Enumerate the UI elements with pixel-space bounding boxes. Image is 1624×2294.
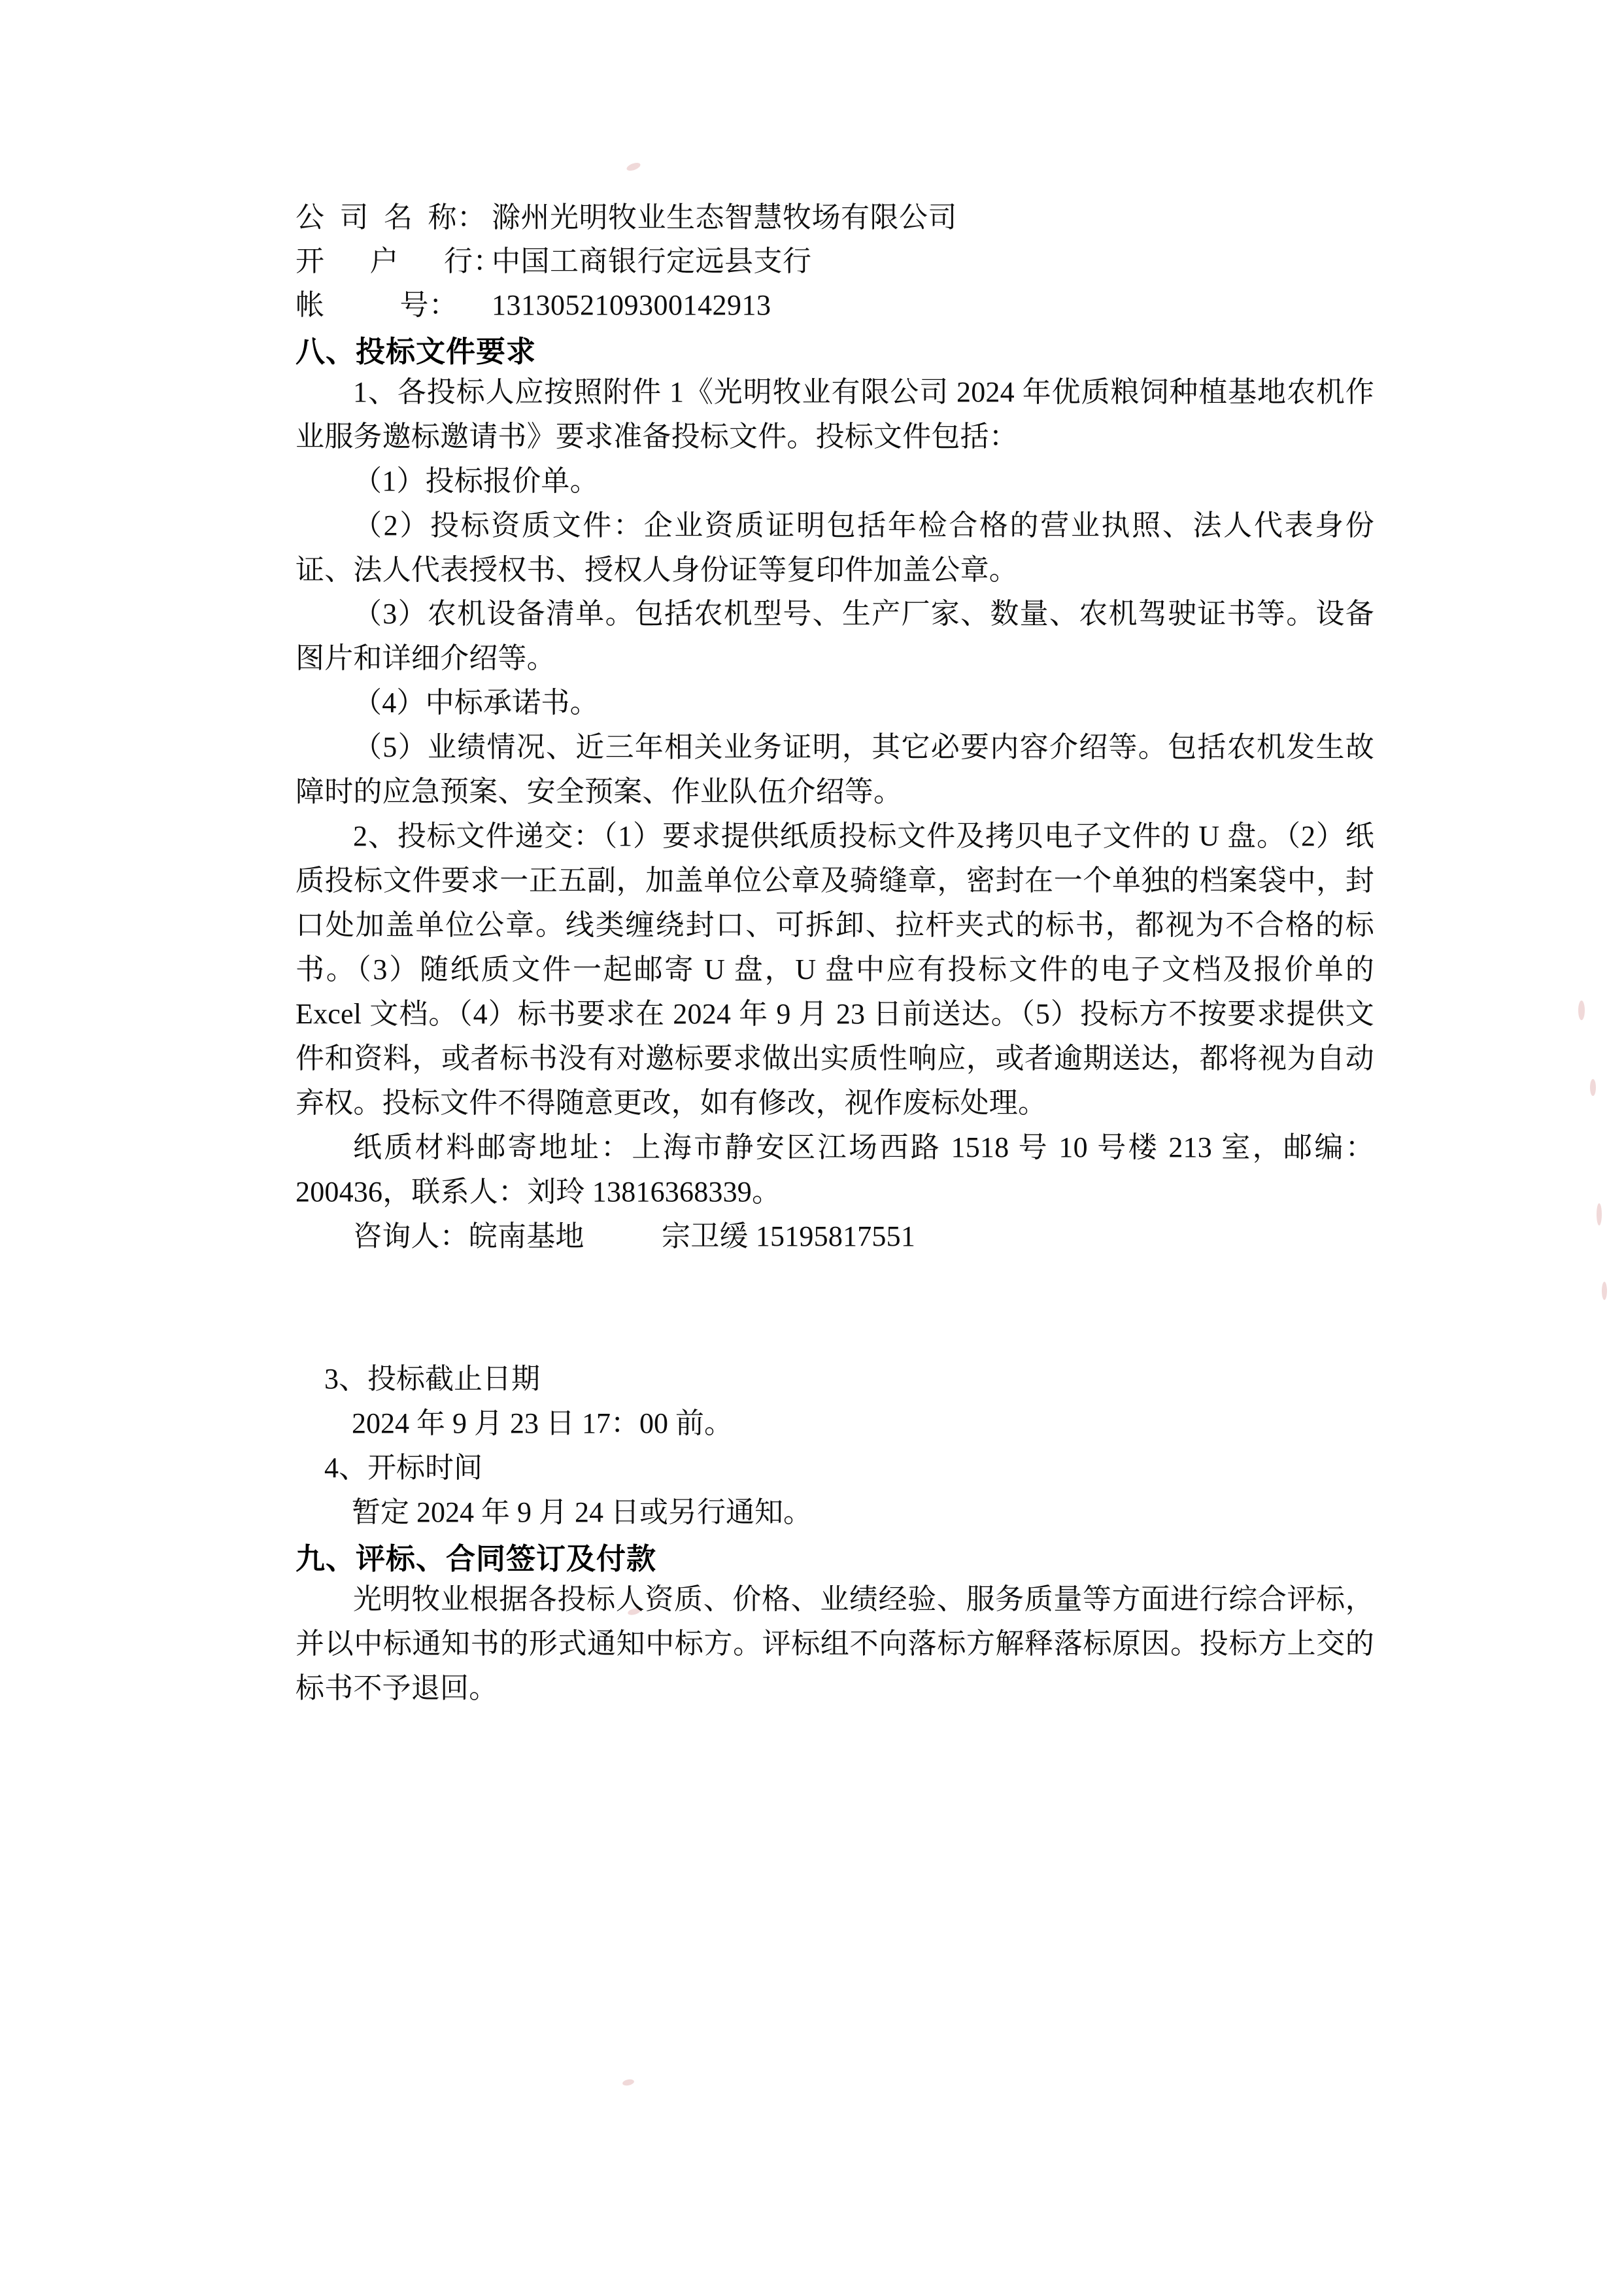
item-3-value: 2024 年 9 月 23 日 17：00 前。 [352,1407,733,1439]
bank-branch-value: 中国工商银行定远县支行 [492,245,812,277]
item-1-sub-2: （2）投标资质文件：企业资质证明包括年检合格的营业执照、法人代表身份证、法人代表授权书、授权人身份证等复印件加盖公章。 [296,509,1374,586]
item-4-title: 4、开标时间 [324,1451,482,1484]
bank-info-block [296,196,1374,328]
bank-info-row [296,284,1374,328]
item-1-sub-3: （3）农机设备清单。包括农机型号、生产厂家、数量、农机驾驶证书等。设备图片和详细介绍等。 [296,598,1374,675]
ink-smudge [1597,1203,1602,1225]
section-9-paragraph: 光明牧业根据各投标人资质、价格、业绩经验、服务质量等方面进行综合评标，并以中标通知书的形式通知中标方。评标组不向落标方解释落标原因。投标方上交的标书不予退回。 [296,1583,1374,1704]
bank-account-value: 1313052109300142913 [492,288,771,321]
document-body [296,196,1374,1711]
vertical-spacer [296,1259,1374,1357]
section-heading-8: 八、投标文件要求 [296,334,537,369]
bank-account-label: 帐 号： [296,288,458,321]
bank-company-value: 滁州光明牧业生态智慧牧场有限公司 [492,201,957,233]
ink-smudge [626,162,641,173]
ink-smudge [1590,1079,1596,1096]
consultant-line [296,1214,1374,1259]
ink-smudge [1602,1282,1607,1300]
ink-smudge [1578,1001,1585,1020]
item-1-sub-4: （4）中标承诺书。 [353,687,599,719]
consultant-name: 宗卫缓 15195817551 [662,1220,916,1253]
mail-address-paragraph: 纸质材料邮寄地址：上海市静安区江场西路 1518 号 10 号楼 213 室，邮编：200436，联系人：刘玲 13816368339。 [296,1131,1374,1208]
item-4-value: 暂定 2024 年 9 月 24 日或另行通知。 [352,1496,812,1528]
bank-company-label: 公 司 名 称： [296,201,486,233]
bank-info-row [296,196,1374,240]
ink-smudge [622,2078,634,2087]
bank-info-row [296,240,1374,284]
item-3-title: 3、投标截止日期 [324,1363,540,1395]
consultant-label: 咨询人：皖南基地 [353,1220,584,1253]
item-2-paragraph: 2、投标文件递交：（1）要求提供纸质投标文件及拷贝电子文件的 U 盘。（2）纸质投标文件要求一正五副，加盖单位公章及骑缝章，密封在一个单独的档案袋中，封口处加盖单位公章。线类缠绕封口、可拆卸、拉杆夹式的标书，都视为不合格的标书。（3）随纸质文件一起邮寄 U 盘，U 盘中应有投标文件的电子文档及报价单的 Excel 文档。（4）标书要求在 2024 年 9 月 23 日前送达。（5）投标方不按要求提供文件和资料，或者标书没有对邀标要求做出实质性响应，或者逾期送达，都将视为自动弃权。投标文件不得随意更改，如有修改，视作废标处理。 [296,820,1374,1120]
item-1-sub-5: （5）业绩情况、近三年相关业务证明，其它必要内容介绍等。包括农机发生故障时的应急预案、安全预案、作业队伍介绍等。 [296,731,1374,808]
bank-branch-label: 开 户 行： [296,245,502,277]
item-1-sub-1: （1）投标报价单。 [353,464,599,497]
section-heading-9: 九、评标、合同签订及付款 [296,1541,657,1576]
item-1-intro: 1、各投标人应按照附件 1《光明牧业有限公司 2024 年优质粮饲种植基地农机作业服务邀标邀请书》要求准备投标文件。投标文件包括： [296,375,1374,453]
